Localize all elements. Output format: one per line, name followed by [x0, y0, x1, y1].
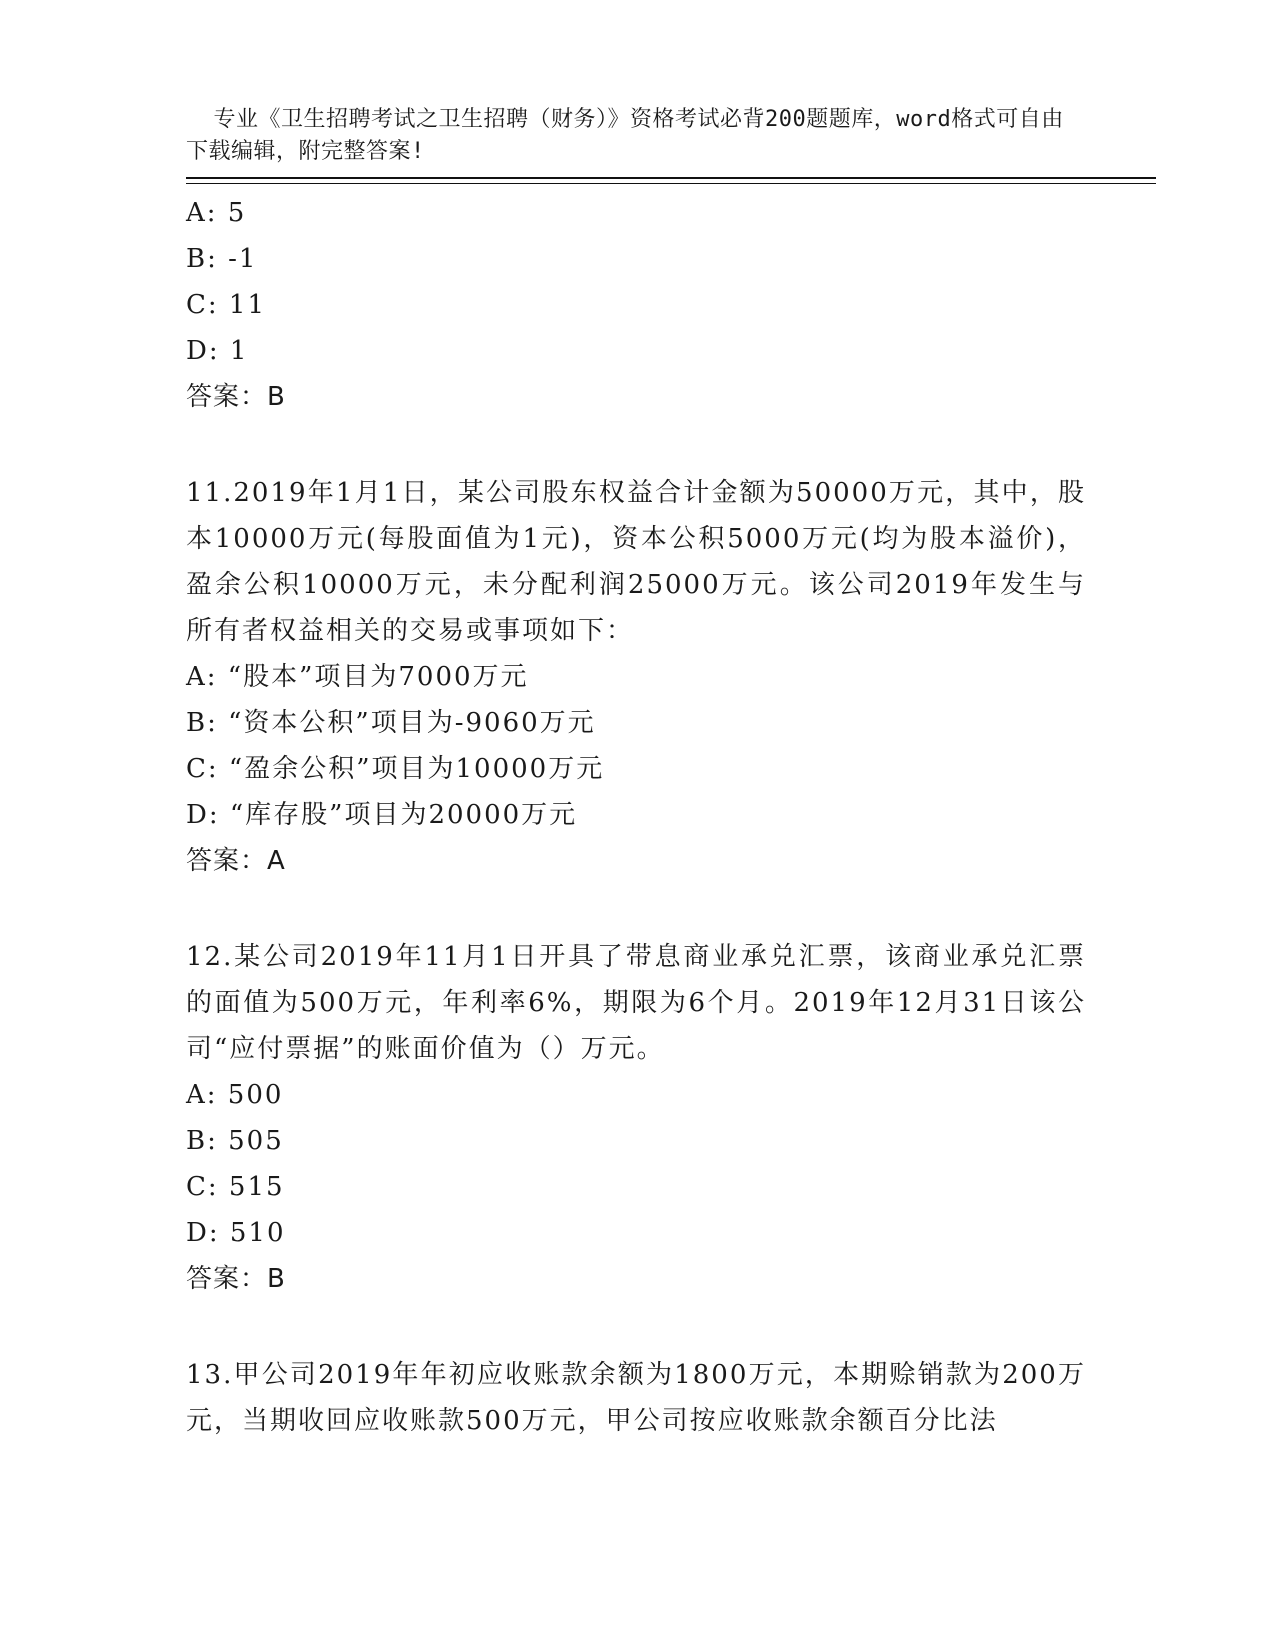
- option-b: B: 505: [186, 1126, 284, 1156]
- option-a: A: 5: [186, 198, 247, 228]
- spacer: [186, 420, 1086, 470]
- option-a: A: “股本”项目为7000万元: [186, 662, 529, 692]
- spacer: [186, 884, 1086, 934]
- question-block: [186, 470, 1086, 884]
- option-c: C: 11: [186, 290, 267, 320]
- answer-line: 答案：A: [186, 846, 286, 876]
- question-list: [186, 190, 1086, 1444]
- option-d: D: “库存股”项目为20000万元: [186, 800, 578, 830]
- question-stem: 12.某公司2019年11月1日开具了带息商业承兑汇票，该商业承兑汇票的面值为500万元，年利率6%，期限为6个月。2019年12月31日该公司“应付票据”的账面价值为（）万元。: [186, 942, 1086, 1064]
- answer-line: 答案：B: [186, 1264, 286, 1294]
- spacer: [186, 1302, 1086, 1352]
- header-rule-thin: [186, 183, 1156, 184]
- option-d: D: 1: [186, 336, 249, 366]
- option-b: B: -1: [186, 244, 258, 274]
- document-header: [186, 72, 1066, 168]
- question-block: [186, 1352, 1086, 1444]
- answer-line: 答案：B: [186, 382, 286, 412]
- option-a: A: 500: [186, 1080, 284, 1110]
- question-stem: 11.2019年1月1日，某公司股东权益合计金额为50000万元，其中，股本10000万元(每股面值为1元)，资本公积5000万元(均为股本溢价)，盈余公积10000万元，未分配利润25000万元。该公司2019年发生与所有者权益相关的交易或事项如下：: [186, 478, 1086, 646]
- header-title: 专业《卫生招聘考试之卫生招聘（财务）》资格考试必背200题题库，word格式可自由下载编辑，附完整答案!: [186, 107, 1064, 164]
- question-block: [186, 190, 1086, 420]
- option-c: C: 515: [186, 1172, 285, 1202]
- option-b: B: “资本公积”项目为-9060万元: [186, 708, 596, 738]
- option-d: D: 510: [186, 1218, 286, 1248]
- question-block: [186, 934, 1086, 1302]
- header-rule-thick: [186, 177, 1156, 179]
- option-c: C: “盈余公积”项目为10000万元: [186, 754, 605, 784]
- question-stem: 13.甲公司2019年年初应收账款余额为1800万元，本期赊销款为200万元，当期收回应收账款500万元，甲公司按应收账款余额百分比法: [186, 1360, 1086, 1436]
